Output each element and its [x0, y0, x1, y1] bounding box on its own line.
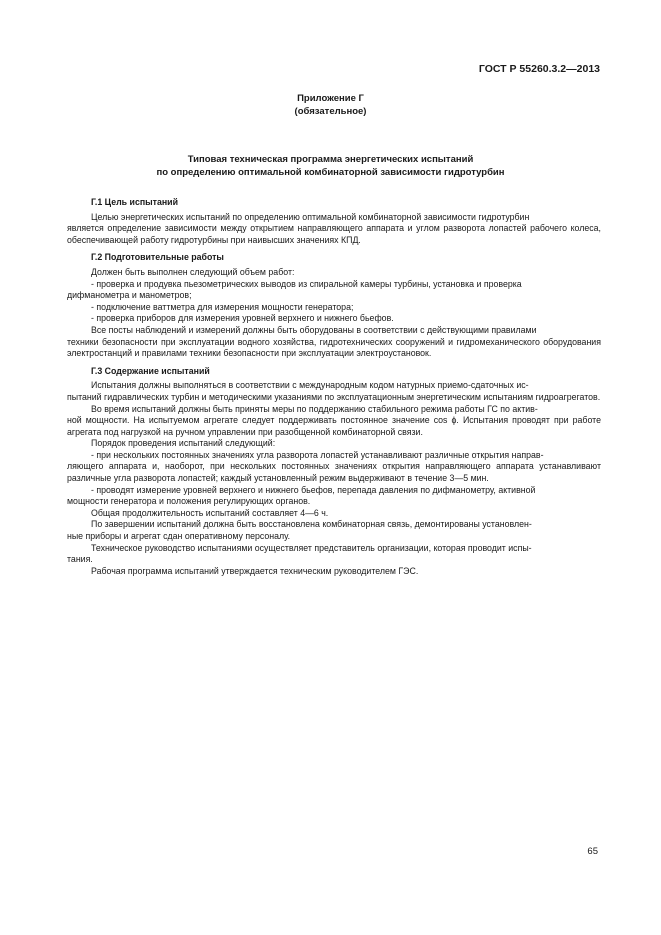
- paragraph: Общая продолжительность испытаний составляет 4—6 ч.: [91, 507, 329, 518]
- paragraph-continuation: тания.: [67, 554, 93, 565]
- title-line-1: Типовая техническая программа энергетических испытаний: [187, 154, 474, 165]
- list-item: - при нескольких постоянных значениях угла разворота лопастей устанавливают различные открытия направ-: [91, 449, 544, 460]
- paragraph: Порядок проведения испытаний следующий:: [91, 438, 276, 449]
- document-body: [67, 197, 601, 577]
- list-item: - проводят измерение уровней верхнего и нижнего бьефов, перепада давления по дифманометру, активной: [91, 484, 536, 495]
- paragraph: Все посты наблюдений и измерений должны быть оборудованы в соответствии с действующими правилами: [91, 324, 537, 335]
- list-item-continuation: мощности генератора и положения регулирующих органов.: [67, 496, 311, 507]
- appendix-status: (обязательное): [294, 106, 367, 117]
- paragraph: По завершении испытаний должна быть восстановлена комбинаторная связь, демонтированы установлен-: [91, 519, 532, 530]
- paragraph: Во время испытаний должны быть приняты меры по поддержанию стабильного режима работы ГС по актив-: [91, 403, 538, 414]
- section-heading-g2: Г.2 Подготовительные работы: [91, 252, 224, 263]
- list-item: - подключение ваттметра для измерения мощности генератора;: [91, 301, 354, 312]
- paragraph-continuation: ной мощности. На испытуемом агрегате следует поддерживать постоянное значение cos ϕ. Испытания проводят при работе агрегата под нагрузкой на ручном управлении при разобщенной комбинаторной связи.: [67, 415, 601, 437]
- paragraph: Испытания должны выполняться в соответствии с международным кодом натурных приемо-сдаточных ис-: [91, 380, 529, 391]
- page-number: 65: [587, 846, 598, 857]
- section-heading-g3: Г.3 Содержание испытаний: [91, 365, 210, 376]
- paragraph-first-line: Целью энергетических испытаний по определению оптимальной комбинаторной зависимости гидротурбин: [91, 211, 530, 222]
- paragraph: является определение зависимости между открытием направляющего аппарата и углом разворота лопастей рабочего колеса, обеспечивающей работу гидротурбины при наивысших значениях КПД.: [67, 223, 601, 245]
- appendix-label: Приложение Г: [297, 93, 364, 104]
- list-item: - проверка приборов для измерения уровней верхнего и нижнего бьефов.: [91, 313, 394, 324]
- paragraph-continuation: пытаний гидравлических турбин и методическими указаниями по эксплуатационным энергетическим испытаниям гидроагрегатов.: [67, 391, 601, 402]
- paragraph: [91, 212, 601, 224]
- list-item: - проверка и продувка пьезометрических выводов из спиральной камеры турбины, установка и проверка: [91, 278, 522, 289]
- paragraph-continuation: техники безопасности при эксплуатации водного хозяйства, гидротехнических сооружений и гидромеханического оборудования электростанций и правилами техники безопасности при эксплуатации электроустановок.: [67, 336, 601, 359]
- list-item-continuation: дифманометра и манометров;: [67, 290, 192, 301]
- section-heading-g1: Г.1 Цель испытаний: [91, 197, 178, 207]
- appendix-heading: [0, 92, 661, 118]
- title-line-2: по определению оптимальной комбинаторной зависимости гидротурбин: [156, 167, 505, 178]
- paragraph: Техническое руководство испытаниями осуществляет представитель организации, которая проводит испы-: [91, 542, 532, 553]
- list-item-continuation: ляющего аппарата и, наоборот, при нескольких постоянных значениях открытия направляющего аппарата устанавливают различные угла разворота лопастей; каждый установленный режим выдерживают в течение 3—5 мин.: [67, 461, 601, 484]
- document-code: ГОСТ Р 55260.3.2—2013: [478, 63, 600, 75]
- document-title: [0, 153, 661, 179]
- paragraph: Рабочая программа испытаний утверждается техническим руководителем ГЭС.: [91, 565, 419, 576]
- paragraph-continuation: ные приборы и агрегат сдан оперативному персоналу.: [67, 531, 291, 542]
- paragraph: Должен быть выполнен следующий объем работ:: [91, 266, 295, 277]
